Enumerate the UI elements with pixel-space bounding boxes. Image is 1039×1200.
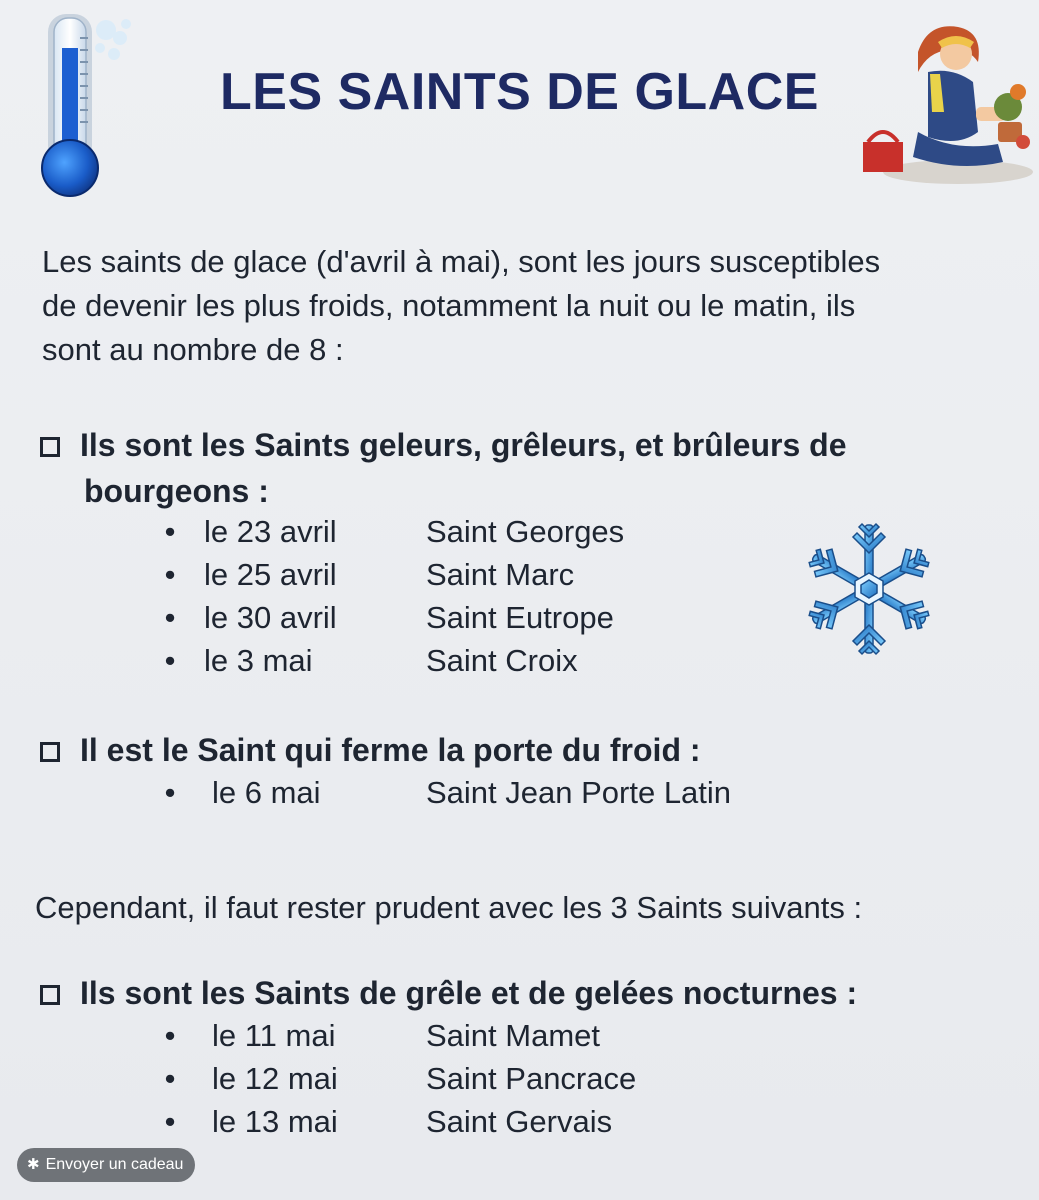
item-saint: Saint Eutrope — [426, 600, 614, 635]
item-date: le 12 mai — [212, 1061, 338, 1096]
bullet-icon: • — [164, 775, 176, 810]
intro-line: de devenir les plus froids, notamment la nuit ou le matin, ils — [42, 288, 856, 323]
item-saint: Saint Jean Porte Latin — [426, 775, 732, 810]
checkbox-icon — [40, 437, 60, 457]
section-heading-geleurs — [40, 422, 846, 514]
item-date: le 6 mai — [212, 775, 321, 810]
intro-line: Les saints de glace (d'avril à mai), sont les jours susceptibles — [42, 244, 881, 279]
item-date: le 11 mai — [212, 1018, 336, 1053]
bullet-icon: • — [164, 1104, 176, 1139]
checkbox-icon — [40, 742, 60, 762]
item-date: le 25 avril — [204, 557, 337, 592]
gardener-illustration — [858, 12, 1033, 187]
bullet-icon: • — [164, 514, 176, 549]
item-date: le 13 mai — [212, 1104, 338, 1139]
snowflake-icon — [796, 522, 942, 656]
item-saint: Saint Gervais — [426, 1104, 613, 1139]
bullet-icon: • — [164, 1018, 176, 1053]
section-heading-text: Ils sont les Saints geleurs, grêleurs, et brûleurs de — [80, 427, 847, 463]
section-heading-text: Ils sont les Saints de grêle et de gelées nocturnes : — [80, 975, 858, 1011]
page-title: LES SAINTS DE GLACE — [220, 63, 819, 121]
bullet-icon: • — [164, 557, 176, 592]
item-saint: Saint Mamet — [426, 1018, 601, 1053]
section-heading-text: bourgeons : — [84, 473, 269, 509]
item-saint: Saint Pancrace — [426, 1061, 637, 1096]
section-heading-text: Il est le Saint qui ferme la porte du froid : — [80, 732, 701, 768]
item-saint: Saint Georges — [426, 514, 625, 549]
section-heading-grele — [40, 970, 857, 1016]
gift-star-icon: ✱ — [27, 1156, 40, 1173]
item-saint: Saint Marc — [426, 557, 575, 592]
section-heading-porte-froid — [40, 727, 701, 773]
bullet-icon: • — [164, 600, 176, 635]
item-date: le 23 avril — [204, 514, 337, 549]
item-date: le 30 avril — [204, 600, 337, 635]
send-gift-button[interactable] — [17, 1148, 195, 1182]
intro-text — [42, 240, 1032, 372]
item-saint: Saint Croix — [426, 643, 578, 678]
bullet-icon: • — [164, 1061, 176, 1096]
bullet-icon: • — [164, 643, 176, 678]
send-gift-label: Envoyer un cadeau — [45, 1156, 184, 1173]
intro-line: sont au nombre de 8 : — [42, 332, 344, 367]
caution-paragraph: Cependant, il faut rester prudent avec les 3 Saints suivants : — [35, 890, 863, 925]
item-date: le 3 mai — [204, 643, 313, 678]
checkbox-icon — [40, 985, 60, 1005]
